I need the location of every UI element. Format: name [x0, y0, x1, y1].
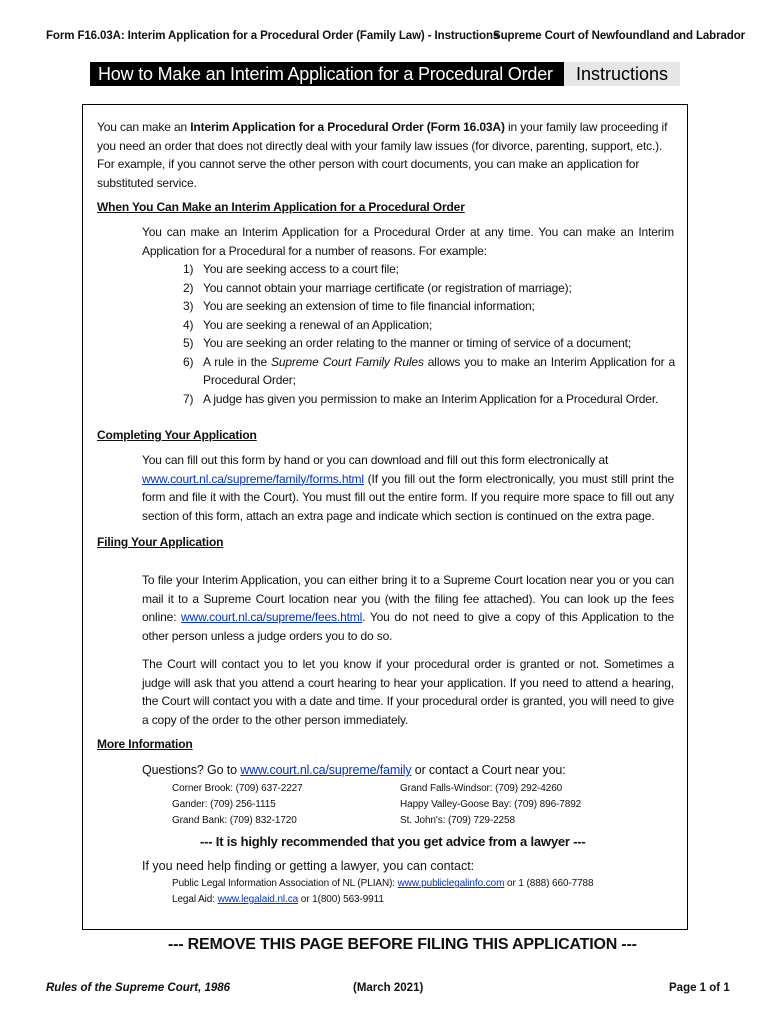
- help-line: If you need help finding or getting a lawyer, you can contact:: [142, 859, 475, 873]
- completing-paragraph: [142, 451, 674, 525]
- intro-text-1: You can make an: [97, 120, 191, 134]
- completing-text: You can fill out this form by hand or you can download and fill out this form electronically at: [142, 453, 609, 467]
- legal-aid-link[interactable]: www.legalaid.nl.ca: [217, 894, 299, 905]
- reasons-list: [183, 260, 675, 408]
- forms-link[interactable]: www.court.nl.ca/supreme/family/forms.html: [142, 471, 364, 486]
- footer-date: (March 2021): [353, 982, 424, 994]
- court-name: Supreme Court of Newfoundland and Labrador: [493, 30, 746, 42]
- instructions-tag: Instructions: [564, 62, 680, 86]
- page-title: How to Make an Interim Application for a Procedural Order: [90, 62, 564, 86]
- court-contact: Grand Falls-Windsor: (709) 292-4260: [400, 783, 563, 794]
- court-contact: Corner Brook: (709) 637-2227: [172, 783, 303, 794]
- plian-contact: Public Legal Information Association of NL (PLIAN): www.publiclegalinfo.com or 1 (888) 660-7788: [172, 878, 594, 889]
- list-item: 2) You cannot obtain your marriage certificate (or registration of marriage);: [183, 280, 572, 295]
- questions-line: Questions? Go to www.court.nl.ca/supreme/family or contact a Court near you:: [142, 763, 566, 777]
- remove-page-notice: --- REMOVE THIS PAGE BEFORE FILING THIS APPLICATION ---: [168, 936, 637, 953]
- plian-link[interactable]: www.publiclegalinfo.com: [397, 878, 505, 889]
- family-link[interactable]: www.court.nl.ca/supreme/family: [240, 763, 412, 777]
- section-heading-filing: Filing Your Application: [97, 535, 224, 549]
- court-contacts-left: [172, 781, 303, 829]
- fees-link[interactable]: www.court.nl.ca/supreme/fees.html: [181, 610, 363, 624]
- list-item: 4) You are seeking a renewal of an Application;: [183, 317, 433, 332]
- title-bar: [90, 62, 680, 86]
- list-item: 3) You are seeking an extension of time to file financial information;: [183, 299, 535, 313]
- list-item: 1) You are seeking access to a court file;: [183, 262, 399, 276]
- footer-rules: Rules of the Supreme Court, 1986: [46, 982, 231, 994]
- intro-paragraph: [97, 118, 675, 192]
- court-contact: Gander: (709) 256-1115: [172, 799, 276, 810]
- section-heading-completing: Completing Your Application: [97, 428, 257, 442]
- court-contact: Happy Valley-Goose Bay: (709) 896-7892: [400, 799, 582, 810]
- intro-text-2: in your family law proceeding if you need an order that does not directly deal with your family law issues (for divorce, parenting, support, etc.).: [97, 120, 668, 153]
- list-item: 5) You are seeking an order relating to the manner or timing of service of a document;: [183, 336, 632, 350]
- legal-aid-contact: Legal Aid: www.legalaid.nl.ca or 1(800) 563-9911: [172, 894, 384, 905]
- list-item: 7) A judge has given you permission to make an Interim Application for a Procedural Order.: [183, 391, 659, 406]
- intro-example: For example, if you cannot serve the other person with court documents, you can make an application for substituted service.: [97, 157, 640, 190]
- form-header-title: Form F16.03A: Interim Application for a Procedural Order (Family Law) - Instructions: [46, 30, 500, 42]
- filing-paragraph-2: The Court will contact you to let you know if your procedural order is granted or not. Sometimes a judge will ask that you attend a court hearing to hear your application. If you need to attend a hearing, the Court will contact you with a date and time. If your procedural order is granted, you will need to give a copy of the order to the other person immediately.: [142, 657, 674, 727]
- footer-page-number: Page 1 of 1: [669, 982, 730, 994]
- when-paragraph: You can make an Interim Application for a Procedural Order at any time. You can make an Interim Application for a Procedural for a number of reasons. For example:: [142, 225, 674, 258]
- completing-text-2: (If you fill out the form electronically, you must still print the form and file it with the Court). You must fill out the entire form. If you require more space to fill out any section of this form, attach an extra page and indicate which section is continued on the extra page.: [142, 471, 674, 523]
- court-contact: Grand Bank: (709) 832-1720: [172, 815, 297, 826]
- court-contact: St. John's: (709) 729-2258: [400, 815, 515, 826]
- intro-form-name: Interim Application for a Procedural Order (Form 16.03A): [190, 120, 505, 134]
- section-heading-when: When You Can Make an Interim Application for a Procedural Order: [97, 200, 465, 214]
- section-heading-more-info: More Information: [97, 737, 193, 751]
- filing-paragraph-1: To file your Interim Application, you can either bring it to a Supreme Court location near you or you can mail it to a Supreme Court location near you (with the filing fee attached). You can look up the fees online: www.court.nl.ca/supreme/fees.html. You do not need to give a copy of this Application to the other person unless a judge orders you to do so.: [142, 573, 675, 643]
- list-item: 6) A rule in the Supreme Court Family Rules allows you to make an Interim Application for a Procedural Order;: [183, 354, 676, 387]
- court-contacts-right: [400, 781, 581, 829]
- lawyer-advice: --- It is highly recommended that you get advice from a lawyer ---: [200, 834, 586, 849]
